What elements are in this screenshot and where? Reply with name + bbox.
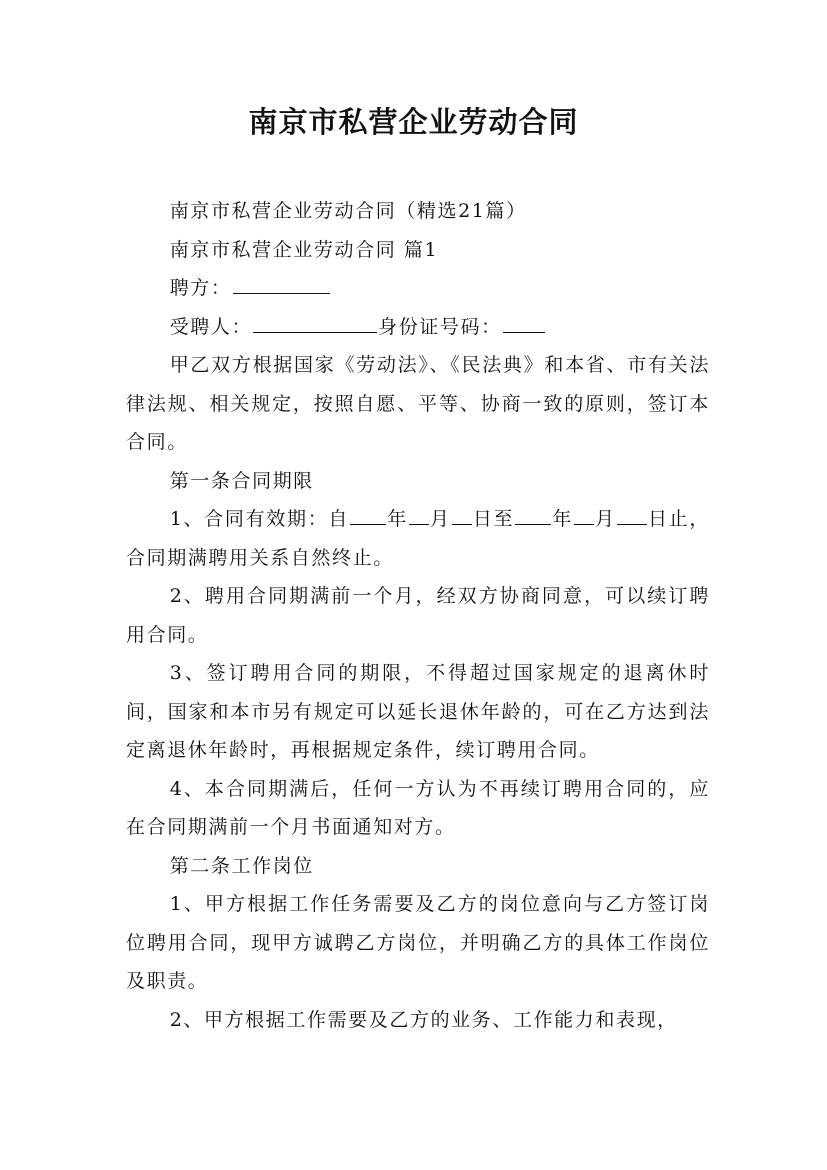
day-end-text: 日止，合同期满聘用关系自然终止。 [126, 508, 710, 569]
month-label-2: 月 [595, 508, 616, 530]
month-label: 月 [429, 508, 451, 530]
intro-paragraph: 甲乙双方根据国家《劳动法》、《民法典》和本省、市有关法律法规、相关规定，按照自愿、平等、协商一致的原则，签订本合同。 [126, 354, 710, 453]
id-blank [503, 312, 545, 333]
day-to-label: 日至 [472, 508, 515, 530]
section-heading: 南京市私营企业劳动合同 篇1 [169, 238, 439, 261]
end-year-blank [515, 504, 551, 525]
item1-prefix: 1、合同有效期：自 [169, 508, 350, 530]
article1-title: 第一条合同期限 [169, 469, 314, 492]
subtitle: 南京市私营企业劳动合同（精选21篇） [169, 200, 527, 222]
article1-item4: 4、本合同期满后，任何一方认为不再续订聘用合同的，应在合同期满前一个月书面通知对方。 [126, 777, 710, 838]
article2-item1: 1、甲方根据工作任务需要及乙方的岗位意向与乙方签订岗位聘用合同，现甲方诚聘乙方岗位，并明确乙方的具体工作岗位及职责。 [126, 893, 710, 992]
year-label-2: 年 [552, 508, 574, 530]
employer-label: 聘方： [169, 277, 232, 299]
id-label: 身份证号码： [378, 315, 502, 338]
end-month-blank [574, 504, 594, 525]
employee-label: 受聘人： [169, 315, 253, 338]
start-month-blank [409, 504, 429, 525]
end-day-blank [617, 504, 647, 525]
employer-blank [233, 273, 330, 294]
start-year-blank [350, 504, 386, 525]
document-body [126, 192, 710, 1039]
employee-blank [253, 312, 377, 333]
article2-title: 第二条工作岗位 [169, 854, 314, 877]
year-label: 年 [387, 508, 408, 530]
article1-item3: 3、签订聘用合同的期限，不得超过国家规定的退离休时间，国家和本市另有规定可以延长退休年龄的，可在乙方达到法定离退休年龄时，再根据规定条件，续订聘用合同。 [126, 662, 710, 761]
article1-item1 [126, 500, 710, 577]
article2-item2: 2、甲方根据工作需要及乙方的业务、工作能力和表现， [169, 1008, 678, 1031]
employer-line [126, 269, 710, 308]
employee-line [126, 308, 710, 347]
document-title: 南京市私营企业劳动合同 [248, 105, 579, 139]
start-day-blank [452, 504, 472, 525]
article1-item2: 2、聘用合同期满前一个月，经双方协商同意，可以续订聘用合同。 [126, 585, 710, 646]
